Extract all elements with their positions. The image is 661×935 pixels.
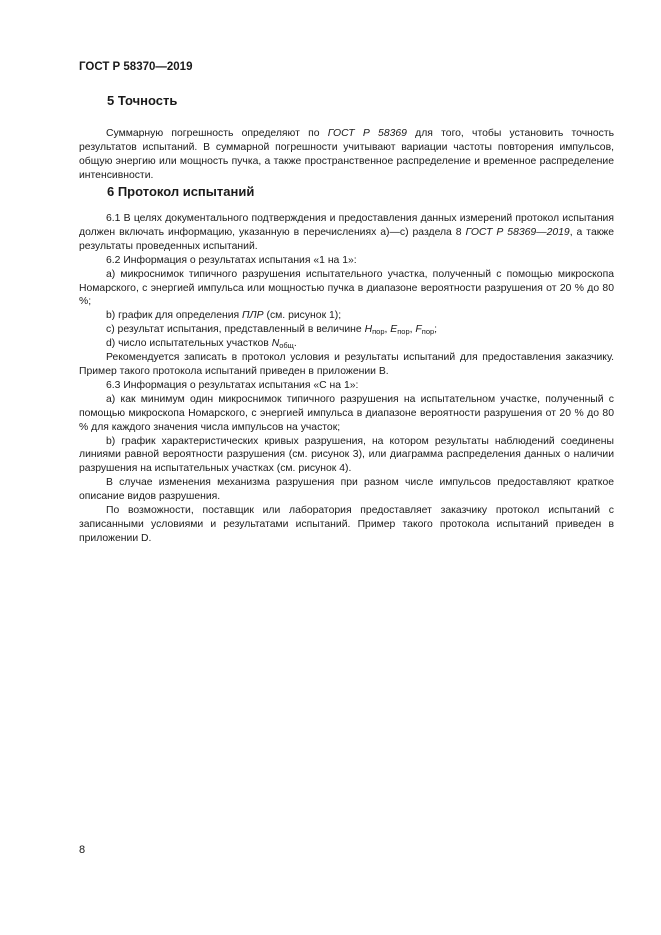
- section-6-body: [79, 212, 614, 546]
- section-5-body: [79, 127, 614, 183]
- paragraph-damage-mechanism: В случае изменения механизма разрушения при разном числе импульсов предоставляют краткое описание видов разрушения.: [79, 477, 614, 503]
- list-item-6-3-a: а) как минимум один микроснимок типичного разрушения на испытательном участке, полученный с помощью микроскопа Номарского, с энергией импульса в диапазоне вероятности разрушения от 20 % до 80 % для каждого значения числа импульсов на участок;: [79, 393, 614, 433]
- document-header: ГОСТ Р 58370—2019: [79, 61, 193, 73]
- paragraph-6-2: 6.2 Информация о результатах испытания «1 на 1»:: [106, 254, 357, 266]
- paragraph-6-3: 6.3 Информация о результатах испытания «С на 1»:: [106, 379, 359, 391]
- paragraph-5-1: Суммарную погрешность определяют по ГОСТ Р 58369 для того, чтобы установить точность результатов испытаний. В суммарной погрешности учитывают вариации частоты повторения импульсов, общую энергию или мощность пучка, а также пространственное распределение и временное распределение интенсивности.: [79, 128, 614, 181]
- list-item-6-3-b: b) график характеристических кривых разрушения, на котором результаты наблюдений соединены линиями равной вероятности разрушения (см. рисунок 3), или диаграмма распределения данных о наличии разрушения на испытательных участках (см. рисунок 4).: [79, 435, 614, 475]
- page-number: 8: [79, 844, 86, 856]
- standard-reference: ГОСТ Р 58369—2019: [465, 226, 570, 238]
- recommendation-paragraph: Рекомендуется записать в протокол условия и результаты испытаний для предоставления заказчику. Пример такого протокола испытаний приведен в приложении В.: [79, 352, 614, 377]
- section-6-heading: 6 Протокол испытаний: [107, 184, 255, 199]
- list-item-6-2-c: с) результат испытания, представленный в величине $H_{пор}$, $E_{пор}$, $F_{пор}$;: [106, 324, 438, 337]
- paragraph-6-1: 6.1 В целях документального подтверждения и предоставления данных измерений протокол испытания должен включать информацию, указанную в перечислениях а)—с) раздела 8 ГОСТ Р 58369—2019, а также результаты проведенных испытаний.: [79, 213, 614, 252]
- standard-reference: ГОСТ Р 58369: [327, 128, 407, 139]
- list-item-6-2-b: b) график для определения ПЛР (см. рисунок 1);: [106, 310, 342, 322]
- paragraph-supplier-protocol: По возможности, поставщик или лаборатория предоставляет заказчику протокол испытаний с записанными условиями и результатами испытаний. Пример такого протокола испытаний приведен в приложении D.: [79, 505, 614, 544]
- list-item-6-2-d: d) число испытательных участков $N_{общ}$.: [106, 338, 297, 351]
- section-5-heading: 5 Точность: [107, 93, 178, 108]
- list-item-6-2-a: а) микроснимок типичного разрушения испытательного участка, полученный с помощью микроскопа Номарского, с энергией импульса или мощностью пучка в диапазоне вероятности разрушения от 20 % до 80 %;: [79, 268, 614, 308]
